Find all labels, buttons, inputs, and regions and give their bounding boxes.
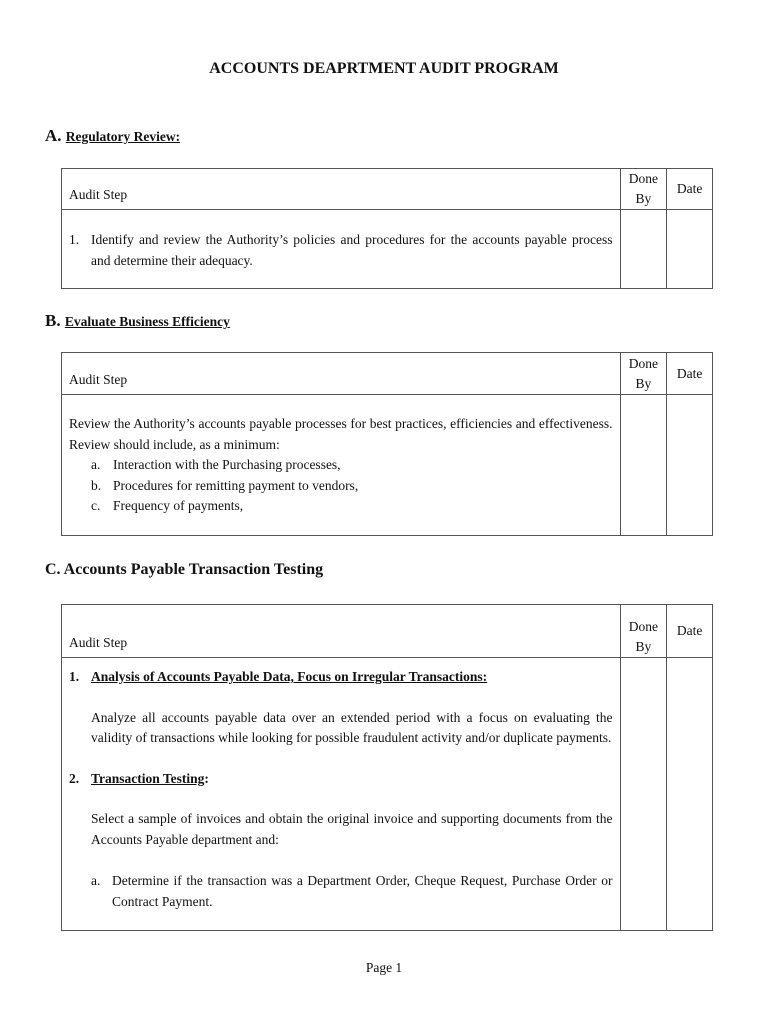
section-a-heading — [45, 126, 180, 146]
section-title: Regulatory Review: — [65, 129, 181, 144]
item-text: Select a sample of invoices and obtain the original invoice and supporting documents from the Accounts Payable department and: — [91, 811, 613, 847]
item-number: a. — [91, 873, 101, 888]
item-text: Identify and review the Authority’s policies and procedures for the accounts payable process and determine their adequacy. — [91, 232, 613, 268]
item-number: 1. — [69, 669, 80, 684]
item-text: Frequency of payments, — [113, 498, 244, 513]
header-audit-step: Audit Step — [62, 169, 621, 210]
header-done-by: Done By — [620, 169, 667, 210]
table-row — [62, 210, 621, 289]
section-letter: B. — [45, 311, 61, 330]
done-by-cell[interactable] — [620, 658, 667, 931]
intro-text: Review the Authority’s accounts payable processes for best practices, efficiencies and effectiveness. Review should include, as a minimum: — [69, 416, 613, 452]
header-date: Date — [667, 353, 713, 395]
header-date: Date — [667, 605, 713, 658]
header-audit-step: Audit Step — [62, 353, 621, 395]
item-number: 2. — [69, 770, 80, 786]
section-c-heading: C. Accounts Payable Transaction Testing — [45, 561, 324, 578]
item-number: 1. — [69, 232, 80, 247]
item-heading — [69, 667, 613, 688]
section-b-heading — [45, 311, 230, 331]
table-row — [62, 395, 621, 536]
section-letter: A. — [45, 126, 62, 145]
item-title: Analysis of Accounts Payable Data, Focus on Irregular Transactions: — [91, 669, 488, 684]
section-title: Evaluate Business Efficiency — [64, 314, 230, 329]
item-number: c. — [91, 498, 101, 513]
done-by-cell[interactable] — [620, 395, 667, 536]
list-item — [69, 496, 613, 517]
colon: : — [204, 770, 209, 786]
header-done-by: Done By — [620, 605, 667, 658]
list-item — [69, 476, 613, 497]
item-text: Analyze all accounts payable data over an extended period with a focus on evaluating the validity of transactions while looking for possible fraudulent activity and/or duplicate payments. — [91, 709, 613, 745]
header-audit-step: Audit Step — [62, 605, 621, 658]
item-heading — [69, 769, 613, 790]
item-text: Procedures for remitting payment to vendors, — [113, 477, 359, 493]
date-cell[interactable] — [667, 658, 713, 931]
date-cell[interactable] — [667, 210, 713, 289]
header-done-by: Done By — [620, 353, 667, 395]
item-text: Interaction with the Purchasing processes, — [113, 457, 341, 472]
audit-table-c — [61, 604, 713, 931]
audit-table-a — [61, 168, 713, 289]
date-cell[interactable] — [667, 395, 713, 536]
item-text: Determine if the transaction was a Department Order, Cheque Request, Purchase Order or Contract Payment. — [112, 873, 613, 909]
header-date: Date — [667, 169, 713, 210]
done-by-cell[interactable] — [620, 210, 667, 289]
list-item — [69, 455, 613, 476]
item-number: a. — [91, 457, 101, 472]
list-item — [69, 871, 613, 912]
item-number: b. — [91, 477, 102, 493]
audit-table-b — [61, 352, 713, 536]
table-row — [62, 658, 621, 931]
page-number: Page 1 — [365, 960, 403, 975]
item-title: Transaction Testing — [91, 770, 205, 786]
document-title: ACCOUNTS DEAPRTMENT AUDIT PROGRAM — [209, 60, 559, 77]
